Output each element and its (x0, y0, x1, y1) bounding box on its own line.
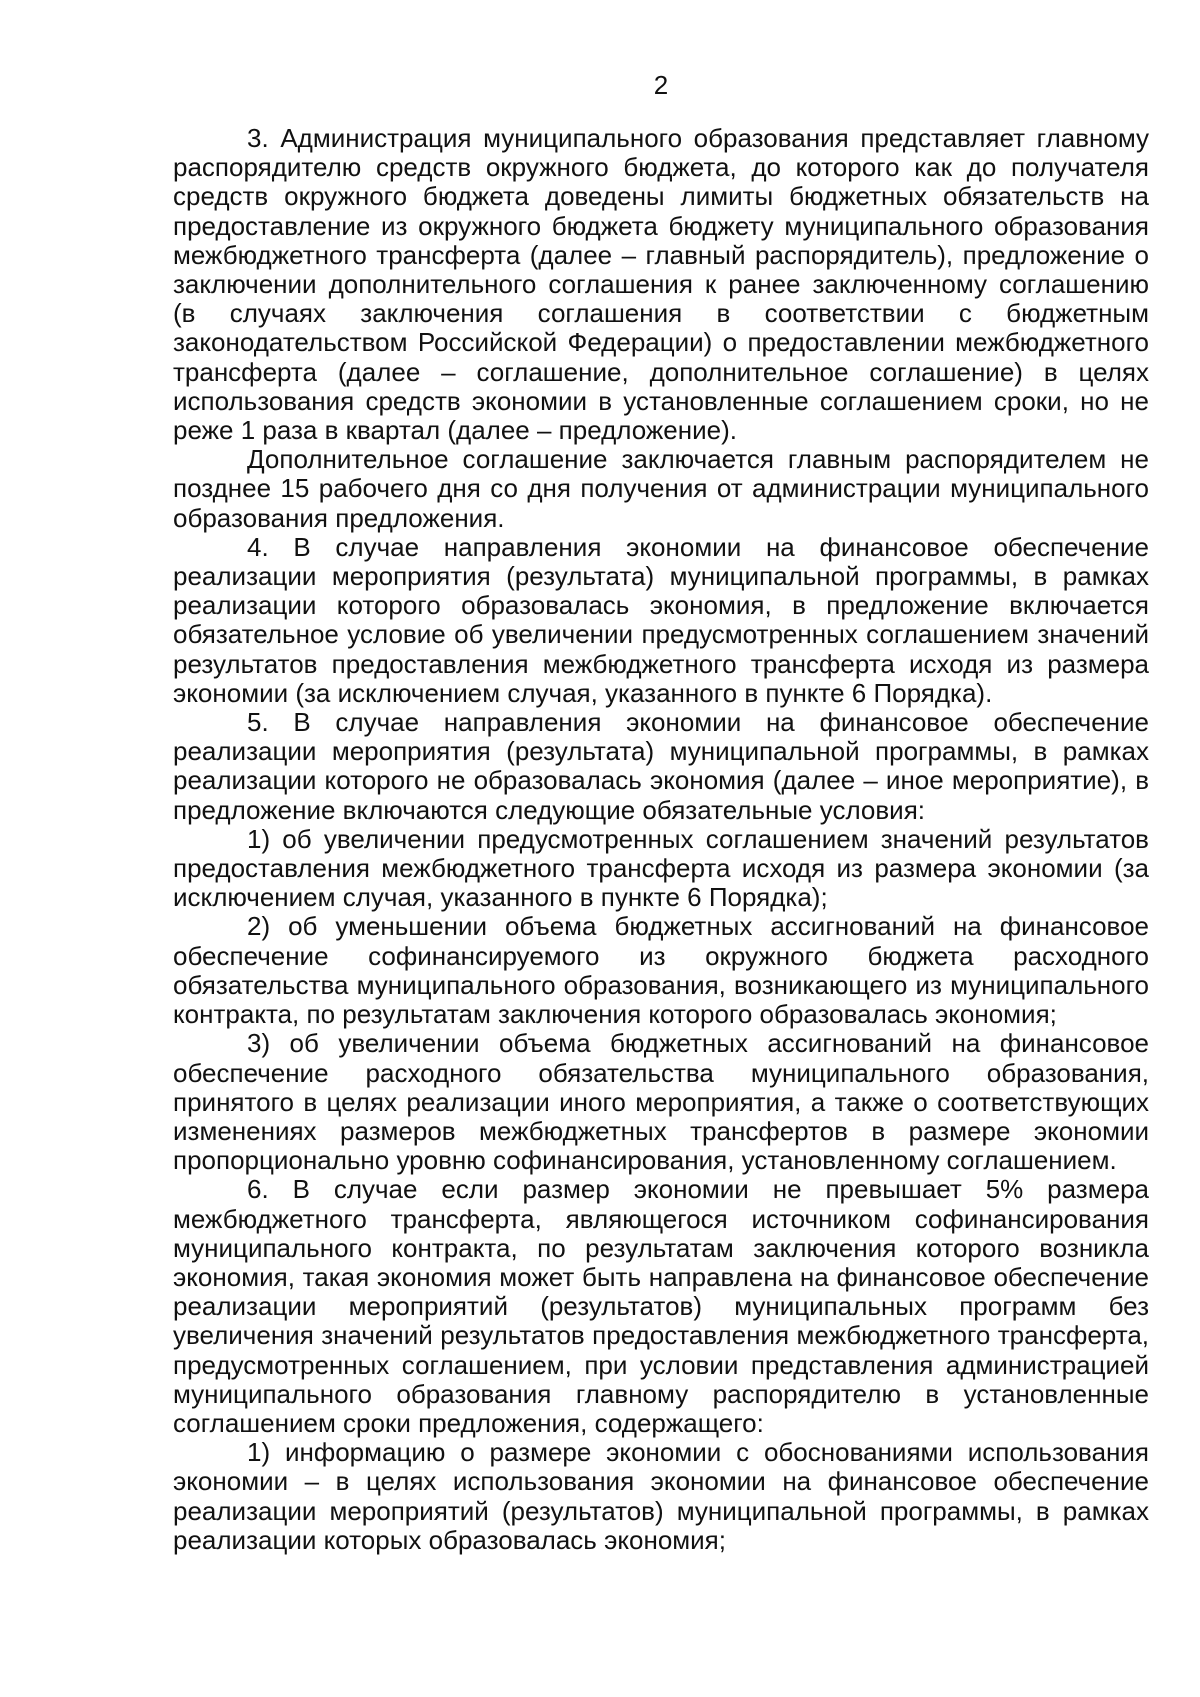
document-page (173, 70, 1149, 1555)
paragraph-5-item-3: 3) об увеличении объема бюджетных ассигнований на финансовое обеспечение расходного обязательства муниципального образования, принятого в целях реализации иного мероприятия, а также о соответствующих изменениях размеров межбюджетных трансфертов в размере экономии пропорционально уровню софинансирования, установленному соглашением. (173, 1028, 1149, 1176)
paragraph-4: 4. В случае направления экономии на финансовое обеспечение реализации мероприятия (результата) муниципальной программы, в рамках реализации которого образовалась экономия, в предложение включается обязательное условие об увеличении предусмотренных соглашением значений результатов предоставления межбюджетного трансферта исходя из размера экономии (за исключением случая, указанного в пункте 6 Порядка). (173, 531, 1149, 708)
paragraph-5-item-2: 2) об уменьшении объема бюджетных ассигнований на финансовое обеспечение софинансируемого из окружного бюджета расходного обязательства муниципального образования, возникающего из муниципального контракта, по результатам заключения которого образовалась экономия; (173, 911, 1149, 1030)
paragraph-6: 6. В случае если размер экономии не превышает 5% размера межбюджетного трансферта, являющегося источником софинансирования муниципального контракта, по результатам заключения которого возникла экономия, такая экономия может быть направлена на финансовое обеспечение реализации мероприятий (результатов) муниципальных программ без увеличения значений результатов предоставления межбюджетного трансферта, предусмотренных соглашением, при условии представления администрацией муниципального образования главному распорядителю в установленные соглашением сроки предложения, содержащего: (173, 1174, 1149, 1438)
paragraph-5: 5. В случае направления экономии на финансовое обеспечение реализации мероприятия (результата) муниципальной программы, в рамках реализации которого не образовалась экономия (далее – иное мероприятие), в предложение включаются следующие обязательные условия: (173, 707, 1149, 825)
paragraph-6-item-1: 1) информацию о размере экономии с обоснованиями использования экономии – в целях использования экономии на финансовое обеспечение реализации мероприятий (результатов) муниципальной программы, в рамках реализации которых образовалась экономия; (173, 1437, 1149, 1555)
page-number: 2 (653, 70, 669, 100)
paragraph-3: 3. Администрация муниципального образования представляет главному распорядителю средств окружного бюджета, до которого как до получателя средств окружного бюджета доведены лимиты бюджетных обязательств на предоставление из окружного бюджета бюджету муниципального образования межбюджетного трансферта (далее – главный распорядитель), предложение о заключении дополнительного соглашения к ранее заключенному соглашению (в случаях заключения соглашения в соответствии с бюджетным законодательством Российской Федерации) о предоставлении межбюджетного трансферта (далее – соглашение, дополнительное соглашение) в целях использования средств экономии в установленные соглашением сроки, но не реже 1 раза в квартал (далее – предложение). (173, 123, 1149, 446)
paragraph-3-continuation: Дополнительное соглашение заключается главным распорядителем не позднее 15 рабочего дня со дня получения от администрации муниципального образования предложения. (173, 444, 1149, 533)
paragraph-5-item-1: 1) об увеличении предусмотренных соглашением значений результатов предоставления межбюджетного трансферта исходя из размера экономии (за исключением случая, указанного в пункте 6 Порядка); (173, 823, 1149, 913)
